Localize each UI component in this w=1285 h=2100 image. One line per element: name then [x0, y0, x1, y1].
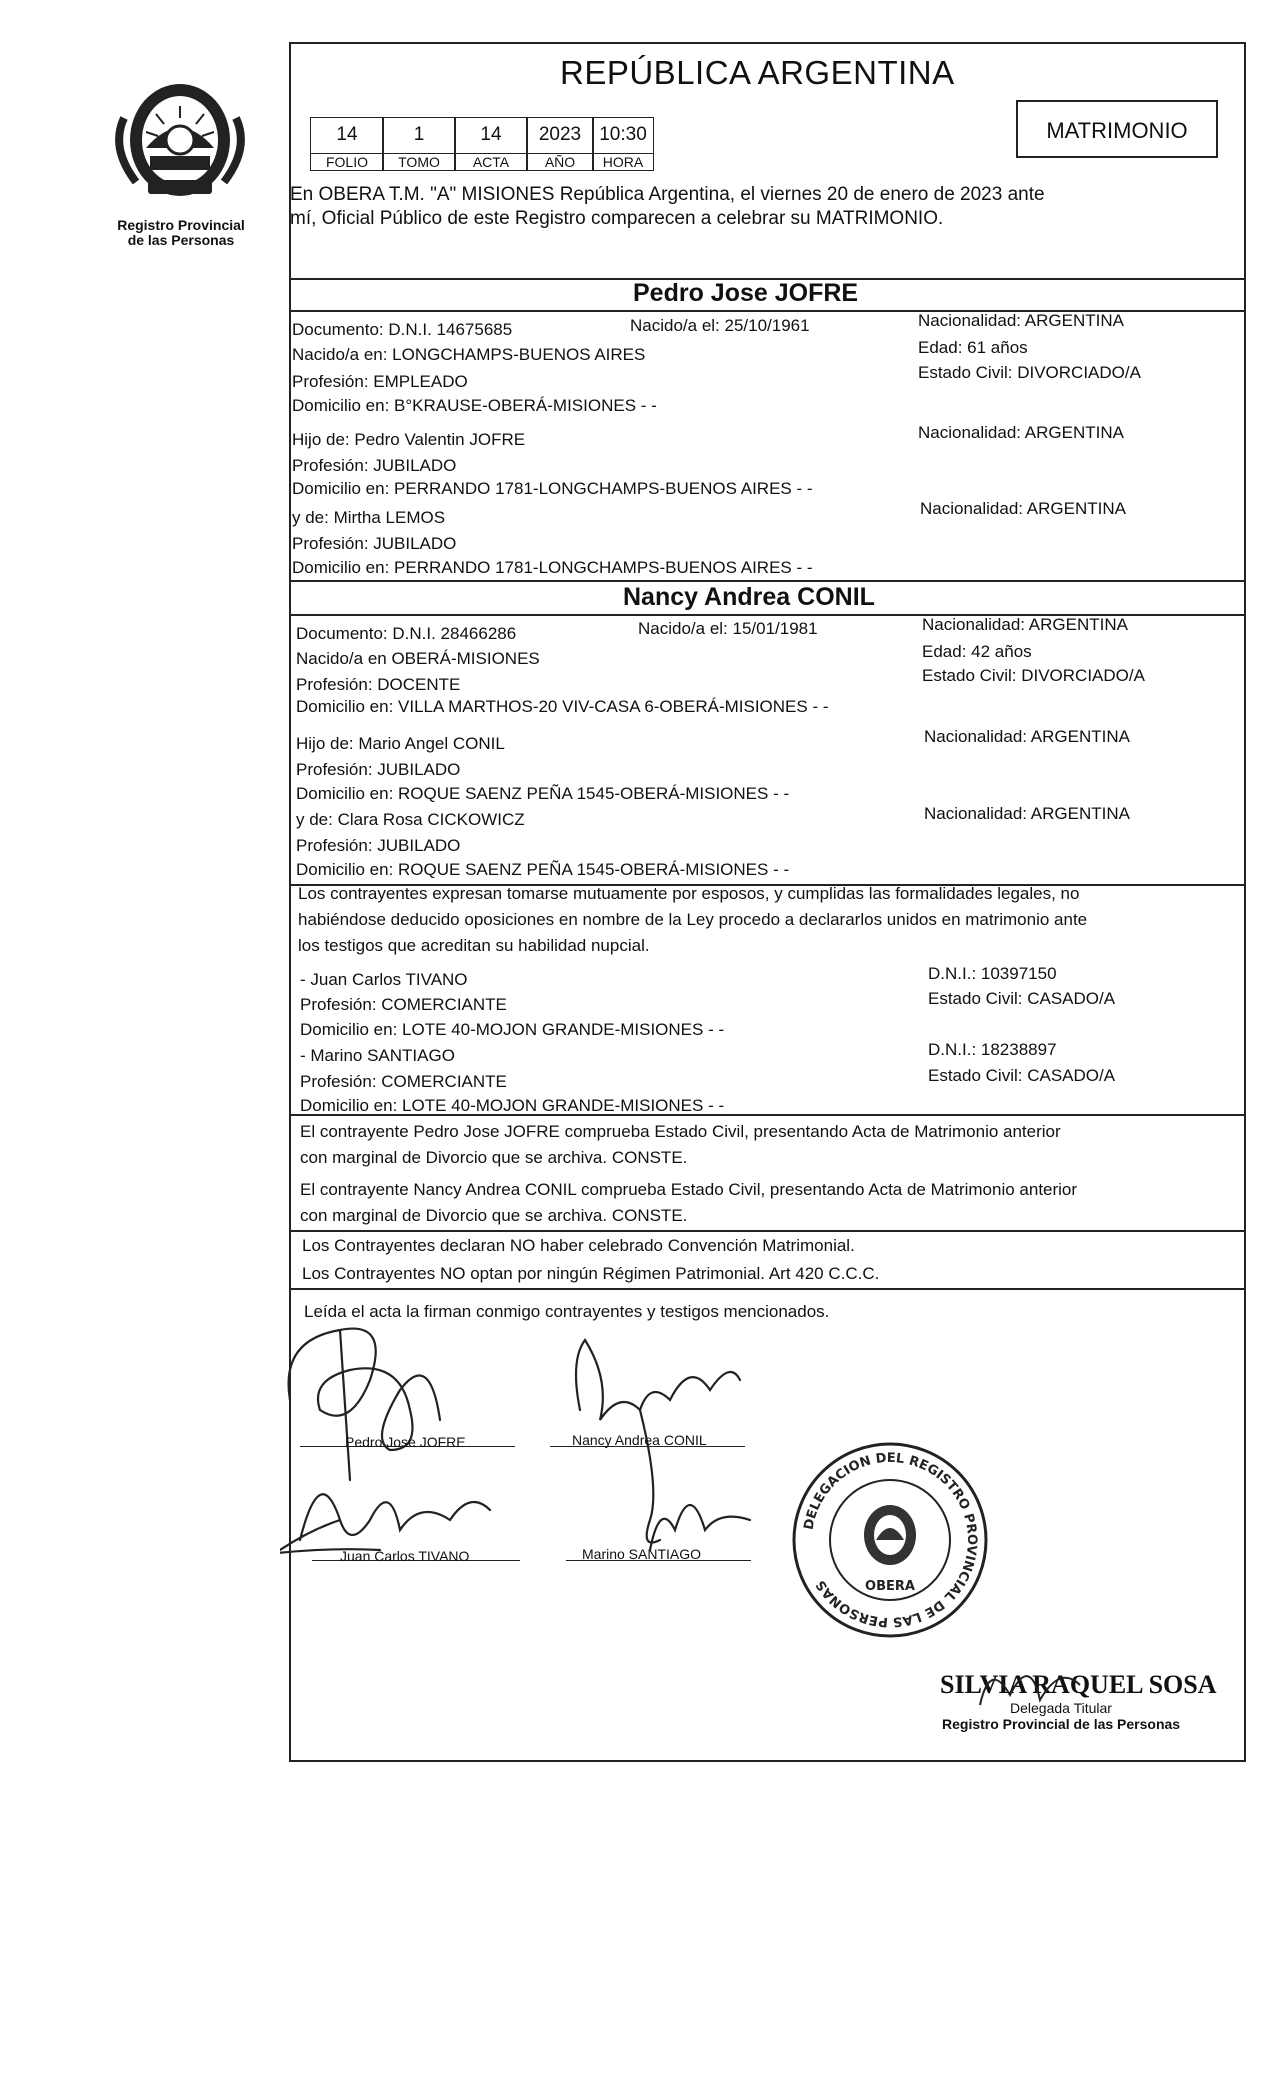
acta-label: ACTA: [454, 153, 528, 171]
registry-caption-line2: de las Personas: [127, 232, 235, 248]
note-groom-line-1: El contrayente Pedro Jose JOFRE comprueba Estado Civil, presentando Acta de Matrimonio anterior: [300, 1122, 1061, 1141]
intro-line-2: mí, Oficial Público de este Registro comparecen a celebrar su MATRIMONIO.: [290, 208, 944, 229]
groom-mother-profession: Profesión: JUBILADO: [292, 534, 457, 553]
official-round-seal: [790, 1440, 990, 1640]
convention-line-2: Los Contrayentes NO optan por ningún Régimen Patrimonial. Art 420 C.C.C.: [302, 1264, 880, 1283]
anio-label: AÑO: [526, 153, 594, 171]
witness-1-name: - Juan Carlos TIVANO: [300, 970, 468, 989]
bride-mother-nationality: Nacionalidad: ARGENTINA: [924, 804, 1130, 823]
witness-1-signature-caption: Juan Carlos TIVANO: [340, 1548, 470, 1564]
groom-birthplace: Nacido/a en: LONGCHAMPS-BUENOS AIRES: [292, 345, 646, 364]
groom-father-nationality: Nacionalidad: ARGENTINA: [918, 423, 1124, 442]
witness-1-dni: D.N.I.: 10397150: [928, 964, 1057, 983]
convention-line-1: Los Contrayentes declaran NO haber celebrado Convención Matrimonial.: [302, 1236, 855, 1255]
bride-nationality: Nacionalidad: ARGENTINA: [922, 615, 1128, 634]
bride-father-address: Domicilio en: ROQUE SAENZ PEÑA 1545-OBERÁ-MISIONES - -: [296, 784, 790, 803]
groom-birthdate: Nacido/a el: 25/10/1961: [630, 316, 810, 335]
groom-nationality: Nacionalidad: ARGENTINA: [918, 311, 1124, 330]
witness-2-profession: Profesión: COMERCIANTE: [300, 1072, 507, 1091]
bride-father-nationality: Nacionalidad: ARGENTINA: [924, 727, 1130, 746]
groom-signature-caption: Pedro Jose JOFRE: [345, 1434, 466, 1450]
bride-birthplace: Nacido/a en OBERÁ-MISIONES: [296, 649, 540, 668]
page-title: REPÚBLICA ARGENTINA: [560, 54, 955, 91]
declaration-line-3: los testigos que acreditan su habilidad nupcial.: [298, 936, 650, 955]
bride-documento: Documento: D.N.I. 28466286: [296, 624, 517, 643]
groom-age: Edad: 61 años: [918, 338, 1028, 357]
declaration-line-1: Los contrayentes expresan tomarse mutuamente por esposos, y cumplidas las formalidades legales, no: [298, 884, 1080, 903]
witness-1-civil-status: Estado Civil: CASADO/A: [928, 989, 1116, 1008]
official-role: Delegada Titular: [1010, 1700, 1112, 1716]
groom-mother-nationality: Nacionalidad: ARGENTINA: [920, 499, 1126, 518]
bride-father-profession: Profesión: JUBILADO: [296, 760, 461, 779]
seal-ring-text: DELEGACION DEL REGISTRO PROVINCIAL DE LAS PERSONAS: [801, 1450, 980, 1630]
declaration-line-2: habiéndose deducido oposiciones en nombre de la Ley procedo a declararlos unidos en matrimonio ante: [298, 910, 1088, 929]
groom-civil-status: Estado Civil: DIVORCIADO/A: [918, 363, 1141, 382]
official-office: Registro Provincial de las Personas: [942, 1716, 1181, 1732]
groom-mother-address: Domicilio en: PERRANDO 1781-LONGCHAMPS-BUENOS AIRES - -: [292, 558, 813, 577]
tomo-value: 1: [382, 117, 456, 154]
registry-caption-line1: Registro Provincial: [117, 217, 245, 233]
witness-2-signature-caption: Marino SANTIAGO: [582, 1546, 702, 1562]
folio-label: FOLIO: [310, 153, 384, 171]
bride-mother-profession: Profesión: JUBILADO: [296, 836, 461, 855]
groom-father-profession: Profesión: JUBILADO: [292, 456, 457, 475]
groom-mother: y de: Mirtha LEMOS: [292, 508, 446, 527]
anio-value: 2023: [526, 117, 594, 154]
bride-signature-caption: Nancy Andrea CONIL: [572, 1432, 707, 1448]
misiones-province-emblem: [100, 78, 260, 198]
bride-civil-status: Estado Civil: DIVORCIADO/A: [922, 666, 1145, 685]
hora-label: HORA: [592, 153, 654, 171]
official-handwritten-signature: [960, 1655, 1110, 1725]
bride-birthdate: Nacido/a el: 15/01/1981: [638, 619, 818, 638]
note-bride-line-2: con marginal de Divorcio que se archiva. CONSTE.: [300, 1206, 688, 1225]
note-groom-line-2: con marginal de Divorcio que se archiva. CONSTE.: [300, 1148, 688, 1167]
bride-name: Nancy Andrea CONIL: [623, 583, 875, 611]
intro-line-1: En OBERA T.M. "A" MISIONES República Argentina, el viernes 20 de enero de 2023 ante: [290, 184, 1045, 205]
groom-documento: Documento: D.N.I. 14675685: [292, 320, 513, 339]
bride-profession: Profesión: DOCENTE: [296, 675, 461, 694]
seal-bottom-text: OBERA: [865, 1579, 915, 1594]
witness-2-civil-status: Estado Civil: CASADO/A: [928, 1066, 1116, 1085]
folio-value: 14: [310, 117, 384, 154]
bride-age: Edad: 42 años: [922, 642, 1032, 661]
bride-mother: y de: Clara Rosa CICKOWICZ: [296, 810, 525, 829]
witness-2-name: - Marino SANTIAGO: [300, 1046, 455, 1065]
groom-address: Domicilio en: B°KRAUSE-OBERÁ-MISIONES - -: [292, 396, 657, 415]
groom-name: Pedro Jose JOFRE: [633, 279, 859, 307]
witness-2-address: Domicilio en: LOTE 40-MOJON GRANDE-MISIONES - -: [300, 1096, 725, 1115]
note-bride-line-1: El contrayente Nancy Andrea CONIL comprueba Estado Civil, presentando Acta de Matrimonio anterior: [300, 1180, 1078, 1199]
record-type-box: MATRIMONIO: [1016, 100, 1218, 158]
witness-1-address: Domicilio en: LOTE 40-MOJON GRANDE-MISIONES - -: [300, 1020, 725, 1039]
closing-statement: Leída el acta la firman conmigo contrayentes y testigos mencionados.: [304, 1302, 830, 1321]
groom-father-address: Domicilio en: PERRANDO 1781-LONGCHAMPS-BUENOS AIRES - -: [292, 479, 813, 498]
divider-bride-top: [289, 580, 1246, 582]
official-name: SILVIA RAQUEL SOSA: [940, 1670, 1217, 1699]
witness-1-profession: Profesión: COMERCIANTE: [300, 995, 507, 1014]
divider-closing: [289, 1288, 1246, 1290]
divider-convention: [289, 1230, 1246, 1232]
tomo-label: TOMO: [382, 153, 456, 171]
groom-father: Hijo de: Pedro Valentin JOFRE: [292, 430, 526, 449]
registry-caption: [96, 218, 266, 248]
bride-mother-address: Domicilio en: ROQUE SAENZ PEÑA 1545-OBERÁ-MISIONES - -: [296, 860, 790, 879]
hora-value: 10:30: [592, 117, 654, 154]
bride-address: Domicilio en: VILLA MARTHOS-20 VIV-CASA 6-OBERÁ-MISIONES - -: [296, 697, 829, 716]
witness-2-dni: D.N.I.: 18238897: [928, 1040, 1057, 1059]
acta-value: 14: [454, 117, 528, 154]
bride-father: Hijo de: Mario Angel CONIL: [296, 734, 505, 753]
groom-profession: Profesión: EMPLEADO: [292, 372, 468, 391]
